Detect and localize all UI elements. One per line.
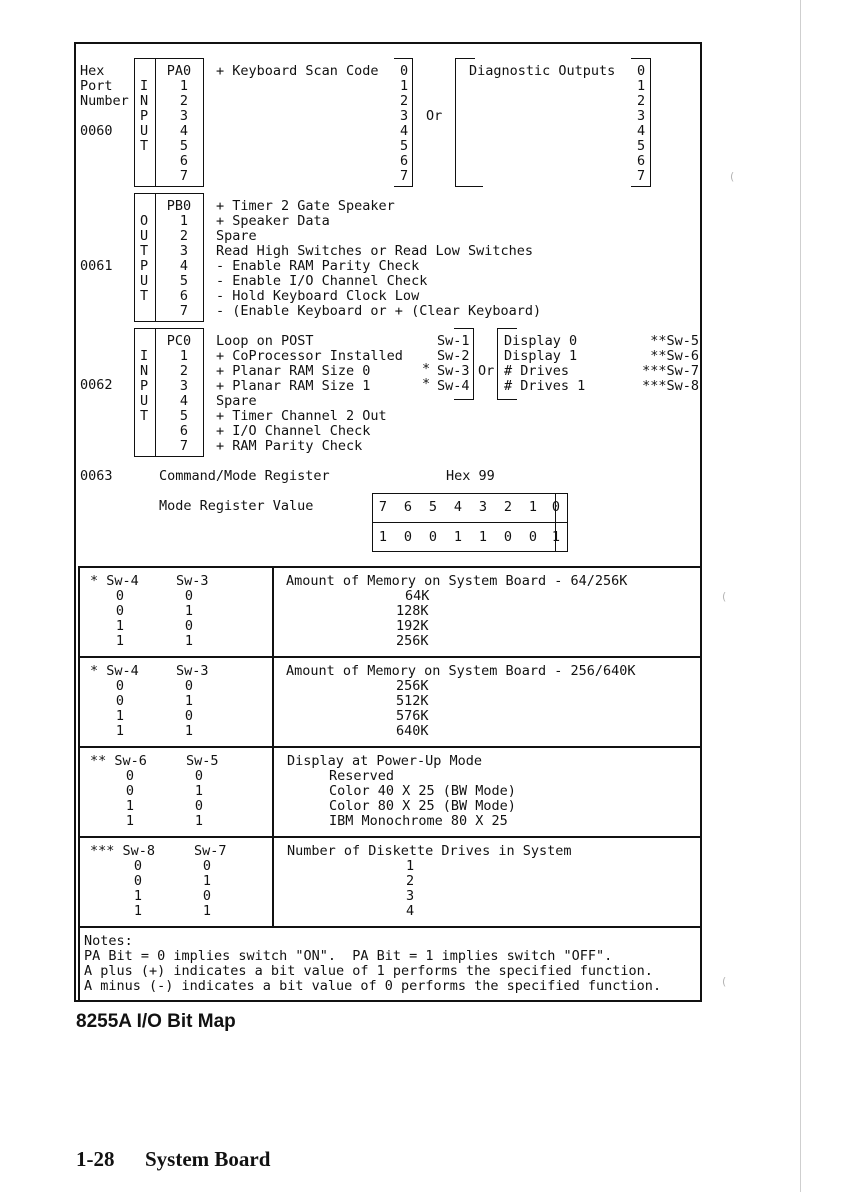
switch-cell: 1 <box>202 903 212 919</box>
pc-switch-bracket <box>473 328 474 400</box>
pc-switch: Sw-1 <box>437 333 470 349</box>
port-label: Port <box>80 78 113 94</box>
switch-cell: 0 <box>125 768 135 784</box>
keyboard-bit: 4 <box>400 123 409 139</box>
mode-bit-header: 3 <box>478 499 488 515</box>
switch-result: 64K <box>405 588 430 604</box>
pc-bit: 5 <box>179 408 189 424</box>
pb-bit: 5 <box>179 273 189 289</box>
pb-divider <box>155 193 156 321</box>
pa-vertical-label: U <box>140 123 149 139</box>
pa-or-label: Or <box>426 108 443 124</box>
switch-result: 576K <box>396 708 429 724</box>
switch-header-b: Sw-7 <box>194 843 227 859</box>
mode-register-grid <box>372 493 568 552</box>
pc-switch-star: * <box>422 361 431 377</box>
mode-bit-header: 4 <box>453 499 463 515</box>
pc-display-bracket <box>497 328 498 400</box>
switch-result: Color 40 X 25 (BW Mode) <box>329 783 516 799</box>
diag-bracket-right <box>631 58 651 59</box>
switch-cell: 1 <box>125 813 135 829</box>
pc-display: # Drives <box>504 363 570 379</box>
pc-right-switch: ***Sw-7 <box>642 363 699 379</box>
pc-function: Loop on POST <box>216 333 314 349</box>
switch-header-a: * Sw-4 <box>90 663 139 679</box>
keyboard-bit: 2 <box>400 93 409 109</box>
frame-bottom <box>74 1000 702 1002</box>
section-title: System Board <box>145 1147 271 1171</box>
switch-cell: 1 <box>184 693 194 709</box>
mode-bit-value: 1 <box>453 529 463 545</box>
pc-bit: PC0 <box>166 333 192 349</box>
scan-speck: ( <box>730 170 735 183</box>
pa-bit: 1 <box>179 78 189 94</box>
pc-bit: 3 <box>179 378 189 394</box>
switch-table-line <box>78 566 701 568</box>
pb-box-bottom <box>134 321 204 322</box>
pb-bit: 2 <box>179 228 189 244</box>
pc-or-label: Or <box>478 363 495 379</box>
switch-cell: 0 <box>184 588 194 604</box>
switch-cell: 0 <box>115 678 125 694</box>
switch-cell: 1 <box>133 903 143 919</box>
switch-cell: 0 <box>125 783 135 799</box>
switch-header-a: *** Sw-8 <box>90 843 156 859</box>
pc-display: # Drives 1 <box>504 378 586 394</box>
keyboard-bit: 5 <box>400 138 409 154</box>
mode-bit-header: 7 <box>378 499 388 515</box>
switch-cell: 0 <box>202 858 212 874</box>
pb-vertical-label: O <box>140 213 149 229</box>
pc-function: + Timer Channel 2 Out <box>216 408 387 424</box>
diag-bit: 5 <box>637 138 646 154</box>
mode-bit-header: 0 <box>551 499 561 515</box>
port-0063: 0063 <box>80 468 113 484</box>
mode-bit-header: 1 <box>528 499 538 515</box>
pa-bit: 7 <box>179 168 189 184</box>
scan-speck: ( <box>722 590 727 603</box>
mode-bit-value: 1 <box>378 529 388 545</box>
pc-function: + I/O Channel Check <box>216 423 371 439</box>
command-register-label: Command/Mode Register <box>159 468 330 484</box>
switch-result: 1 <box>406 858 415 874</box>
frame-right <box>700 42 702 1002</box>
frame-top <box>74 42 702 44</box>
switch-table-line <box>78 656 701 658</box>
pc-display-bracket <box>497 399 517 400</box>
diag-bracket-left <box>455 58 475 59</box>
pc-vertical-label: P <box>140 378 149 394</box>
mode-bit-value: 1 <box>551 529 561 545</box>
pc-bit: 6 <box>179 423 189 439</box>
mode-bit-header: 6 <box>403 499 413 515</box>
keyboard-bracket <box>394 58 413 59</box>
pc-switch-bracket <box>454 328 474 329</box>
switch-result: IBM Monochrome 80 X 25 <box>329 813 508 829</box>
pa-vertical-label: T <box>140 138 149 154</box>
keyboard-bit: 0 <box>400 63 409 79</box>
pb-function: - (Enable Keyboard or + (Clear Keyboard) <box>216 303 542 319</box>
figure-caption: 8255A I/O Bit Map <box>76 1011 236 1032</box>
pc-box-top <box>134 328 204 329</box>
mode-register-label: Mode Register Value <box>159 498 314 514</box>
switch-cell: 0 <box>184 678 194 694</box>
pa-divider <box>155 58 156 186</box>
diagnostic-outputs-label: Diagnostic Outputs <box>469 63 616 79</box>
pc-right-switch: **Sw-6 <box>650 348 699 364</box>
diag-bit: 4 <box>637 123 646 139</box>
pb-function: - Hold Keyboard Clock Low <box>216 288 420 304</box>
switch-result: 256K <box>396 633 429 649</box>
mode-bit-value: 0 <box>428 529 438 545</box>
keyboard-scan-label: + Keyboard Scan Code <box>216 63 379 79</box>
diag-bracket-right <box>650 58 651 186</box>
pb-box-top <box>134 193 204 194</box>
keyboard-bit: 7 <box>400 168 409 184</box>
switch-table-title: Display at Power-Up Mode <box>287 753 483 769</box>
diag-bit: 0 <box>637 63 646 79</box>
pa-box-top <box>134 58 204 59</box>
pc-bit: 7 <box>179 438 189 454</box>
keyboard-bit: 1 <box>400 78 409 94</box>
pc-vertical-label: T <box>140 408 149 424</box>
mode-bit-value: 0 <box>403 529 413 545</box>
pb-bit: 1 <box>179 213 189 229</box>
switch-cell: 1 <box>115 618 125 634</box>
pb-function: Spare <box>216 228 257 244</box>
keyboard-bit: 3 <box>400 108 409 124</box>
switch-cell: 0 <box>184 618 194 634</box>
pa-bit: 4 <box>179 123 189 139</box>
switch-cell: 1 <box>184 723 194 739</box>
switch-table-line <box>78 566 80 1000</box>
pb-function: + Timer 2 Gate Speaker <box>216 198 395 214</box>
diag-bit: 1 <box>637 78 646 94</box>
switch-table-title: Number of Diskette Drives in System <box>287 843 572 859</box>
notes-line: PA Bit = 0 implies switch "ON". PA Bit = 1 implies switch "OFF". <box>84 948 613 964</box>
pa-vertical-label: I <box>140 78 149 94</box>
port-0060: 0060 <box>80 123 113 139</box>
notes-line: A plus (+) indicates a bit value of 1 performs the specified function. <box>84 963 653 979</box>
pc-vertical-label: I <box>140 348 149 364</box>
switch-cell: 1 <box>133 888 143 904</box>
pb-vertical-label: T <box>140 288 149 304</box>
switch-table-line <box>78 746 701 748</box>
mode-bit-header: 2 <box>503 499 513 515</box>
diag-bit: 6 <box>637 153 646 169</box>
frame-left <box>74 42 76 1002</box>
command-hex-label: Hex 99 <box>446 468 495 484</box>
pa-bit: 3 <box>179 108 189 124</box>
pb-function: Read High Switches or Read Low Switches <box>216 243 533 259</box>
scan-speck: ( <box>722 975 727 988</box>
pc-divider <box>155 328 156 456</box>
pb-vertical-label: U <box>140 228 149 244</box>
switch-table-title: Amount of Memory on System Board - 64/256K <box>286 573 628 589</box>
switch-cell: 0 <box>115 693 125 709</box>
switch-table-title: Amount of Memory on System Board - 256/640K <box>286 663 636 679</box>
diag-bit: 3 <box>637 108 646 124</box>
pc-right-switch: **Sw-5 <box>650 333 699 349</box>
switch-result: Reserved <box>329 768 395 784</box>
switch-cell: 1 <box>184 633 194 649</box>
switch-result: 2 <box>406 873 415 889</box>
mode-bit-value: 1 <box>478 529 488 545</box>
pc-box-bottom <box>134 456 204 457</box>
switch-header-a: * Sw-4 <box>90 573 139 589</box>
switch-result: 192K <box>396 618 429 634</box>
pc-switch-bracket <box>454 399 474 400</box>
mode-bit-header: 5 <box>428 499 438 515</box>
pb-bit: PB0 <box>166 198 192 214</box>
switch-cell: 0 <box>184 708 194 724</box>
pb-function: - Enable RAM Parity Check <box>216 258 420 274</box>
pc-function: + RAM Parity Check <box>216 438 363 454</box>
pc-switch-star: * <box>422 376 431 392</box>
pc-bit: 1 <box>179 348 189 364</box>
switch-header-b: Sw-3 <box>176 663 209 679</box>
switch-cell: 1 <box>125 798 135 814</box>
pa-vertical-label: N <box>140 93 149 109</box>
pc-switch: Sw-3 <box>437 363 470 379</box>
diag-bit: 7 <box>637 168 646 184</box>
pc-function: + Planar RAM Size 1 <box>216 378 371 394</box>
switch-header-a: ** Sw-6 <box>90 753 147 769</box>
number-label: Number <box>80 93 129 109</box>
switch-table-line <box>78 926 701 928</box>
page-edge-line <box>800 0 801 1192</box>
pb-function: - Enable I/O Channel Check <box>216 273 428 289</box>
pb-bit: 3 <box>179 243 189 259</box>
switch-cell: 0 <box>202 888 212 904</box>
pc-display: Display 0 <box>504 333 578 349</box>
pb-vertical-label: T <box>140 243 149 259</box>
switch-cell: 0 <box>194 768 204 784</box>
switch-cell: 1 <box>115 708 125 724</box>
hex-label: Hex <box>80 63 105 79</box>
switch-cell: 0 <box>115 603 125 619</box>
pb-vertical-label: P <box>140 258 149 274</box>
pc-function: Spare <box>216 393 257 409</box>
pa-bit: 6 <box>179 153 189 169</box>
pc-vertical-label: U <box>140 393 149 409</box>
switch-result: 128K <box>396 603 429 619</box>
mode-bit-value: 0 <box>528 529 538 545</box>
switch-cell: 0 <box>194 798 204 814</box>
switch-header-b: Sw-5 <box>186 753 219 769</box>
pc-display: Display 1 <box>504 348 578 364</box>
pc-bit: 4 <box>179 393 189 409</box>
pc-switch: Sw-2 <box>437 348 470 364</box>
switch-cell: 0 <box>133 858 143 874</box>
switch-result: 640K <box>396 723 429 739</box>
keyboard-bracket <box>412 58 413 186</box>
notes-line: A minus (-) indicates a bit value of 0 performs the specified function. <box>84 978 662 994</box>
switch-cell: 1 <box>184 603 194 619</box>
diag-bit: 2 <box>637 93 646 109</box>
switch-result: 3 <box>406 888 415 904</box>
pa-bit: PA0 <box>166 63 192 79</box>
keyboard-bracket <box>394 186 413 187</box>
switch-result: 4 <box>406 903 415 919</box>
pa-vertical-label: P <box>140 108 149 124</box>
mode-grid-divider <box>373 522 567 523</box>
switch-cell: 1 <box>194 813 204 829</box>
pb-vertical-label: U <box>140 273 149 289</box>
switch-header-b: Sw-3 <box>176 573 209 589</box>
diag-bracket-left <box>455 58 456 186</box>
pb-bit: 7 <box>179 303 189 319</box>
switch-cell: 1 <box>115 633 125 649</box>
pc-switch: Sw-4 <box>437 378 470 394</box>
pb-bit: 6 <box>179 288 189 304</box>
pb-bit: 4 <box>179 258 189 274</box>
switch-cell: 1 <box>202 873 212 889</box>
switch-result: Color 80 X 25 (BW Mode) <box>329 798 516 814</box>
pc-function: + CoProcessor Installed <box>216 348 403 364</box>
pc-bit: 2 <box>179 363 189 379</box>
pb-function: + Speaker Data <box>216 213 330 229</box>
keyboard-bit: 6 <box>400 153 409 169</box>
switch-result: 256K <box>396 678 429 694</box>
pa-box-bottom <box>134 186 204 187</box>
pc-function: + Planar RAM Size 0 <box>216 363 371 379</box>
pa-bit: 2 <box>179 93 189 109</box>
notes-heading: Notes: <box>84 933 133 949</box>
switch-cell: 1 <box>194 783 204 799</box>
port-0062: 0062 <box>80 377 113 393</box>
pa-box-left <box>134 58 135 186</box>
switch-table-line <box>78 836 701 838</box>
pc-display-bracket <box>497 328 517 329</box>
switch-cell: 1 <box>115 723 125 739</box>
pc-right-switch: ***Sw-8 <box>642 378 699 394</box>
pc-vertical-label: N <box>140 363 149 379</box>
port-0061: 0061 <box>80 258 113 274</box>
pb-box-left <box>134 193 135 321</box>
switch-cell: 0 <box>115 588 125 604</box>
mode-bit-value: 0 <box>503 529 513 545</box>
pc-box-left <box>134 328 135 456</box>
diag-bracket-right <box>631 186 651 187</box>
pa-bit: 5 <box>179 138 189 154</box>
page-number: 1-28 <box>76 1147 115 1171</box>
switch-cell: 0 <box>133 873 143 889</box>
switch-result: 512K <box>396 693 429 709</box>
diag-bracket-left <box>455 186 483 187</box>
